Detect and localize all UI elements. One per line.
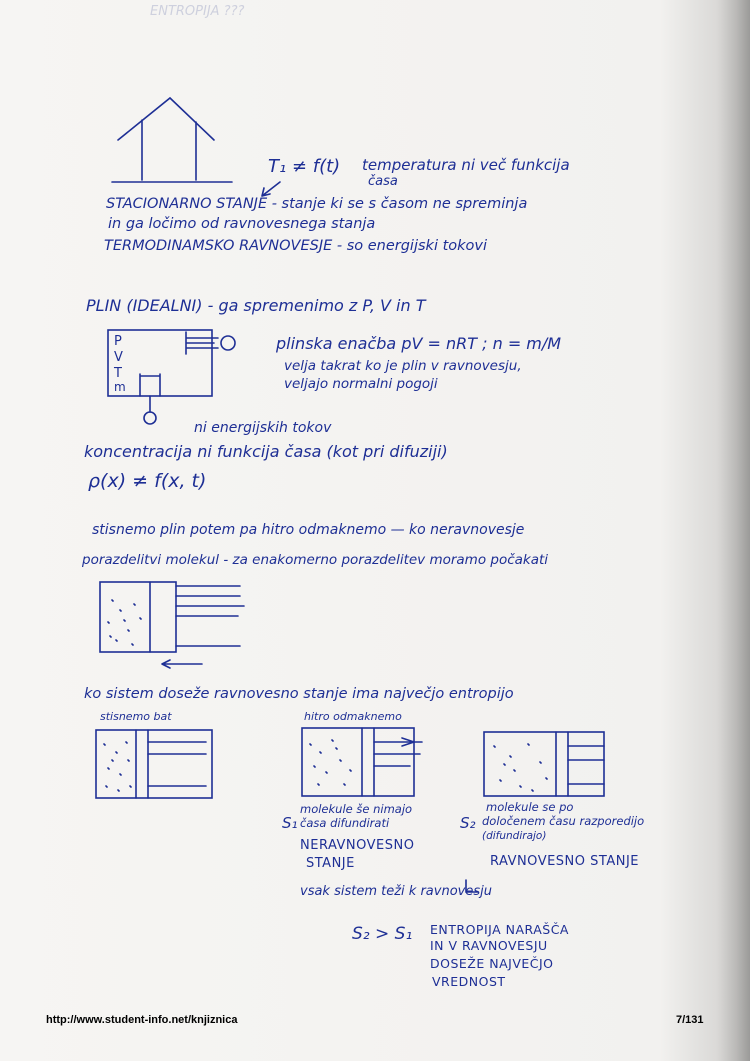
s2-label-line-1: molekule se po	[486, 800, 574, 814]
gas-container-sketch	[108, 330, 235, 424]
s1-label-line-2: časa difundirati	[300, 816, 390, 830]
compress-line-2: porazdelitvi molekul - za enakomerno porazdelitev moramo počakati	[82, 552, 549, 568]
no-energy-flows: ni energijskih tokov	[194, 420, 332, 436]
s1-state-line-1: NERAVNOVESNO	[300, 838, 415, 853]
tends-to-equilibrium: vsak sistem teži k ravnovesju	[300, 884, 492, 899]
label-compressed: stisnemo bat	[100, 710, 172, 723]
gas-valid-line-2: veljajo normalni pogoji	[284, 376, 438, 392]
t1-formula: T₁ ≠ f(t)	[268, 156, 341, 177]
label-quick-release: hitro odmaknemo	[304, 710, 402, 723]
s1-label-line-1: molekule še nimajo	[300, 802, 413, 816]
footer-url-link[interactable]: http://www.student-info.net/knjiznica	[46, 1014, 238, 1026]
house-sketch	[112, 98, 232, 182]
arrow-stationary	[262, 182, 280, 196]
box-label-v: V	[114, 350, 124, 365]
entropy-inequality: S₂ > S₁	[352, 924, 413, 944]
compress-line-1: stisnemo plin potem pa hitro odmaknemo — ko neravnovesje	[92, 522, 525, 538]
t1-description: temperatura ni več funkcija	[362, 156, 570, 174]
entropy-text-2: IN V RAVNOVESJU	[430, 938, 548, 953]
footer-page-number: 7/131	[676, 1014, 704, 1026]
page-header-title: ENTROPIJA ???	[150, 4, 245, 19]
gas-valid-line-1: velja takrat ko je plin v ravnovesju,	[284, 358, 522, 374]
s2-label-line-3: (difundirajo)	[482, 830, 547, 842]
entropy-text-4: VREDNOST	[432, 974, 506, 989]
s2-symbol: S₂	[460, 814, 476, 832]
cylinder-3-sketch	[484, 732, 604, 796]
box-label-m: m	[114, 380, 127, 394]
box-label-p: P	[114, 334, 123, 349]
cylinder-2-sketch	[302, 728, 422, 796]
rho-formula: ρ(x) ≠ f(x, t)	[88, 470, 207, 492]
compressed-cylinder-sketch	[100, 582, 244, 668]
system-equilibrium-line: ko sistem doseže ravnovesno stanje ima največjo entropijo	[84, 686, 514, 702]
gas-equation: plinska enačba pV = nRT ; n = m/M	[276, 334, 562, 353]
box-label-t: T	[114, 366, 123, 381]
s1-state-line-2: STANJE	[306, 856, 355, 871]
t1-casa: časa	[368, 174, 398, 189]
s2-label-line-2: določenem času razporedijo	[482, 814, 645, 828]
s2-state: RAVNOVESNO STANJE	[490, 854, 639, 869]
entropy-text-1: ENTROPIJA NARAŠČA	[430, 922, 569, 937]
stationary-line-1: STACIONARNO STANJE - stanje ki se s časom ne spreminja	[106, 196, 528, 212]
thermo-equilibrium: TERMODINAMSKO RAVNOVESJE - so energijski tokovi	[104, 238, 488, 254]
stationary-line-2: in ga ločimo od ravnovesnega stanja	[108, 216, 376, 232]
concentration-line: koncentracija ni funkcija časa (kot pri difuziji)	[84, 442, 448, 461]
entropy-text-3: DOSEŽE NAJVEČJO	[430, 956, 554, 971]
gas-heading: PLIN (IDEALNI) - ga spremenimo z P, V in T	[86, 296, 426, 315]
s1-symbol: S₁	[282, 814, 298, 832]
cylinder-1-sketch	[96, 730, 212, 798]
